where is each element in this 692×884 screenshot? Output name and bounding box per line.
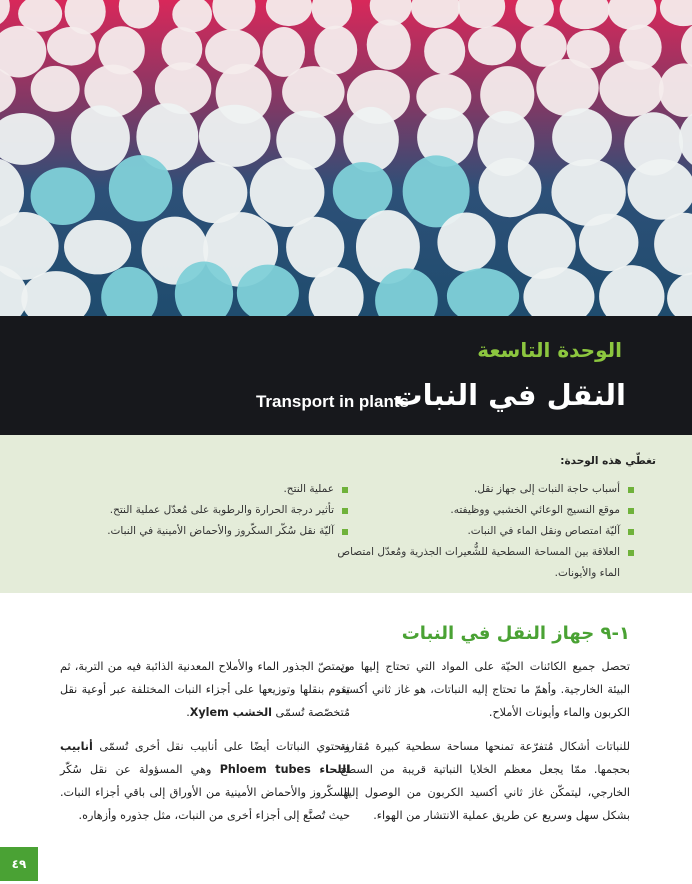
paragraph: تحصل جميع الكائنات الحيّة على المواد التي تحتاج إليها من البيئة الخارجية. وأهمّ ما تحتاج إليه النباتات، هو غاز ثاني أكسيد الكربون والماء وأيونات الأملاح. xyxy=(340,660,630,719)
cell-shape xyxy=(552,108,612,166)
paragraph: وتحتوي النباتات أيضًا على أنابيب نقل أخرى تُسمّى أنابيب اللحاء Phloem tubes وهي المسؤولة عن نقل سُكّر السكّروز والأحماض الأمينية من الأوراق إلى باقي أجزاء النبات. حيث تُصنَّع إلى أجزاء أخرى من النبات، مثل جذوره وأزهاره. xyxy=(60,740,350,822)
coverage-item: آليّة امتصاص ونقل الماء في النبات. xyxy=(334,521,634,542)
coverage-item: موقع النسيج الوعائي الخشبي ووظيفته. xyxy=(334,500,634,521)
coverage-list-right xyxy=(334,479,634,584)
bullet-square-icon xyxy=(342,529,348,535)
plant-cells-micrograph xyxy=(0,0,692,316)
bullet-square-icon xyxy=(342,487,348,493)
unit-title-english: Transport in plants xyxy=(255,392,409,411)
key-term-phloem: أنابيب اللحاء Phloem tubes xyxy=(60,740,350,776)
coverage-item: عملية النتح. xyxy=(48,479,348,500)
key-term-xylem: الخشب Xylem xyxy=(189,706,272,719)
bullet-square-icon xyxy=(628,487,634,493)
coverage-item: أسباب حاجة النبات إلى جهاز نقل. xyxy=(334,479,634,500)
cell-shape xyxy=(599,61,663,117)
cell-shape xyxy=(109,155,172,221)
section-transport-system xyxy=(0,593,692,884)
bullet-square-icon xyxy=(628,529,634,535)
text-column-left xyxy=(60,655,350,838)
cell-shape xyxy=(31,66,80,112)
cell-shape xyxy=(536,59,598,116)
cell-shape xyxy=(282,66,344,118)
cell-shape xyxy=(437,213,495,272)
coverage-heading: تغطّي هذه الوحدة: xyxy=(560,455,656,467)
paragraph: وتمتصّ الجذور الماء والأملاح المعدنية الذائبة فيه من التربة، ثم تقوم بنقلها وتوزيعها على أجزاء النبات المختلفة عبر أوعية نقل مُتخصّصة تُسمّى الخشب Xylem. xyxy=(60,660,350,719)
cell-shape xyxy=(64,220,131,274)
cell-shape xyxy=(250,157,325,227)
bullet-square-icon xyxy=(628,550,634,556)
page-number-badge: ٤٩ xyxy=(0,847,38,881)
coverage-list-left xyxy=(48,479,348,542)
bullet-square-icon xyxy=(342,508,348,514)
coverage-item: العلاقة بين المساحة السطحية للشُّعيرات الجذرية ومُعدّل امتصاص الماء والأيونات. xyxy=(334,542,634,584)
cell-shape xyxy=(199,105,271,167)
cell-shape xyxy=(479,158,542,217)
unit-coverage-box xyxy=(0,435,692,593)
unit-title-band xyxy=(0,316,692,435)
bullet-square-icon xyxy=(628,508,634,514)
section-title: ١-٩ جهاز النقل في النبات xyxy=(401,623,630,644)
text-column-right xyxy=(340,655,630,838)
cover-photo-plant-cells xyxy=(0,0,692,316)
cell-shape xyxy=(367,20,411,70)
cell-shape xyxy=(343,107,399,172)
cell-shape xyxy=(47,27,96,66)
cell-shape xyxy=(579,214,638,271)
unit-label: الوحدة التاسعة xyxy=(477,338,622,362)
unit-title-arabic: النقل في النبات xyxy=(393,378,626,412)
cell-shape xyxy=(71,105,130,170)
cell-shape xyxy=(627,159,692,220)
coverage-item: تأثير درجة الحرارة والرطوبة على مُعدّل عملية النتح. xyxy=(48,500,348,521)
coverage-item: آليّة نقل سُكّر السكّروز والأحماض الأمينية في النبات. xyxy=(48,521,348,542)
cell-shape xyxy=(468,26,516,65)
paragraph: للنباتات أشكال مُتفرّعة تمنحها مساحة سطحية كبيرة مُقارنة بحجمها. ممّا يجعل معظم الخلايا النباتية قريبة من السطح الخارجي، ليتمكّن غاز ثاني أكسيد الكربون من الوصول إليها بشكل سهل وسريع عن طريق عملية الانتشار من الهواء. xyxy=(340,740,630,822)
cell-shape xyxy=(424,28,465,74)
